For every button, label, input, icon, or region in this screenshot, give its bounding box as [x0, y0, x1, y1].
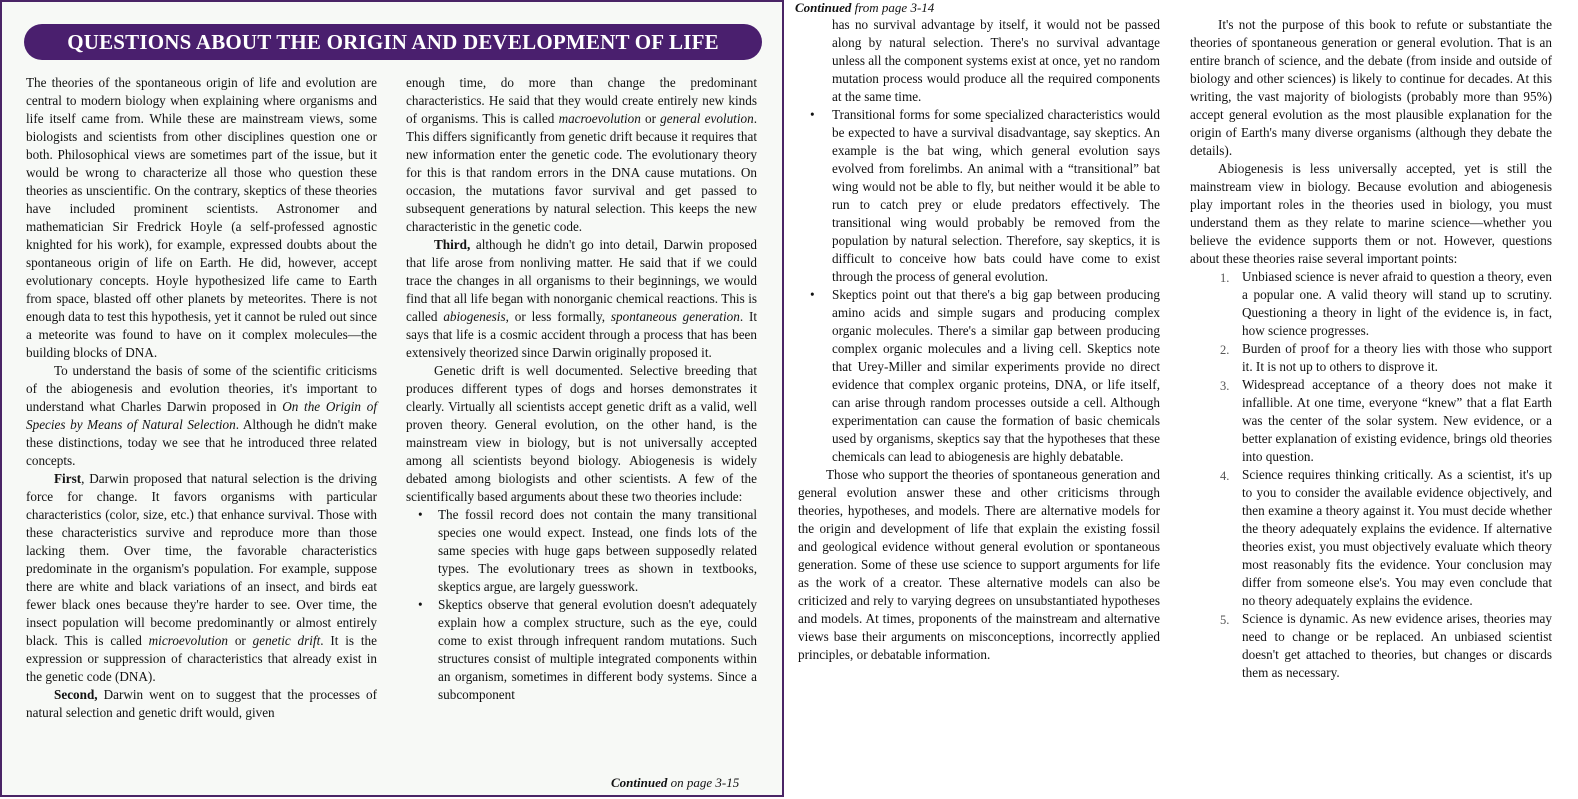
list-item: 5. Science is dynamic. As new evidence arises, theories may need to change or be replaced. An unbiased scientist doesn't get attached to theories, but changes or discards them as necessary. — [1220, 611, 1552, 680]
list-item: 2. Burden of proof for a theory lies with those who support it. It is not up to others to disprove it. — [1220, 341, 1552, 374]
section-title-banner — [24, 24, 762, 60]
right-column-2 — [1190, 16, 1552, 682]
list-item: • Skeptics observe that general evolution doesn't adequately explain how a complex structure, such as the eye, could come to exist through infrequent random mutations. Such structures consist of multiple integrated components within an organism, sometimes in different body systems. Since a subcomponent — [406, 596, 757, 704]
left-column-2 — [406, 74, 757, 704]
continued-on-note: Continued on page 3-15 — [611, 775, 740, 790]
bullet-list — [406, 506, 757, 704]
section-title: QUESTIONS ABOUT THE ORIGIN AND DEVELOPMENT OF LIFE — [67, 29, 719, 54]
paragraph: First, Darwin proposed that natural selection is the driving force for change. It favors organisms with particular characteristics (color, size, etc.) that enhance survival. Those with these characteristics survive and reproduce more than those lacking them. Over time, the favorable characteristics predominate in the organism's population. For example, suppose there are white and black variations of an insect, and birds eat fewer black ones because they're harder to see. Over time, the insect population will become predominantly or almost entirely black. This is called microevolution or genetic drift. It is the expression or suppression of characteristics that already exist in the genetic code (DNA). — [26, 471, 377, 684]
paragraph: The theories of the spontaneous origin of life and evolution are central to modern biology when explaining where organisms and life itself came from. While these are mainstream views, some biologists and scientists from other disciplines question one or both. Philosophical views are sometimes part of the issue, but it would be wrong to characterize all those who question these theories as unscientific. On the contrary, skeptics of these theories have included prominent scientists. Astronomer and mathematician Sir Fredrick Hoyle (a self-professed agnostic knighted for his work), for example, expressed doubts about the spontaneous origin of life on Earth. He did, however, accept evolutionary concepts. Hoyle hypothesized life came to Earth from space, blasted off other planets by meteorites. There is not enough data to test this hypothesis, yet it cannot be ruled out since a meteorite was found to have on it complex molecules—the building blocks of DNA. — [26, 75, 377, 360]
right-column-1 — [798, 16, 1160, 664]
paragraph: Abiogenesis is less universally accepted, yet is still the mainstream view in biology. Because evolution and abiogenesis play important roles in the theories used in biology, you must understand them as they relate to marine science—whether you believe the evidence supports them or not. However, questions about these theories raise several important points: — [1190, 161, 1552, 266]
paragraph: enough time, do more than change the predominant characteristics. He said that they would create entirely new kinds of organisms. This is called macroevolution or general evolution. This differs significantly from genetic drift because it requires that new information enter the genetic code. The evolutionary theory for this is that random errors in the DNA cause mutations. On occasion, the mutations favor survival and get passed to subsequent generations by natural selection. This keeps the new characteristic in the genetic code. — [406, 75, 757, 234]
paragraph: Second, Darwin went on to suggest that the processes of natural selection and genetic drift would, given — [26, 687, 377, 720]
left-page — [0, 0, 784, 797]
numbered-list — [1190, 268, 1552, 682]
right-page — [786, 0, 1578, 799]
list-item: • Skeptics point out that there's a big gap between producing amino acids and simple sugars and producing complex organic molecules. There's a similar gap between producing complex organic molecules and a living cell. Skeptics note that Urey-Miller and similar experiments provide no direct evidence that complex organic proteins, DNA, or life itself, can arise through random processes outside a cell. Although experimentation can cause the formation of basic chemicals used by organisms, skeptics say that the hypotheses that these chemicals can lead to abiogenesis are highly debatable. — [798, 286, 1160, 466]
paragraph: Genetic drift is well documented. Selective breeding that produces different types of dogs and horses demonstrates it clearly. Virtually all scientists accept genetic drift as a valid, well proven theory. General evolution, on the other hand, is the mainstream view in biology, but is not universally accepted among all scientists beyond biology. Abiogenesis is widely debated among biologists and other scientists. A few of the scientifically based arguments about these two theories include: — [406, 363, 757, 504]
left-column-1 — [26, 74, 377, 722]
list-item: 3. Widespread acceptance of a theory does not make it infallible. At one time, everyone “knew” that a flat Earth was the center of the solar system. New evidence, or a better explanation of existing evidence, brings old theories into question. — [1220, 377, 1552, 464]
paragraph: Those who support the theories of spontaneous generation and general evolution answer these and other criticisms through theories, hypotheses, and models. There are alternative models for the origin and development of life that explain the existing fossil and geological evidence without general evolution or spontaneous generation. Some of these use science to support arguments for life as the work of a creator. These alternative models can also be criticized and rely to varying degrees on unsubstantiated hypotheses and models. At times, proponents of the mainstream and alternative views base their arguments on misconceptions, incorrectly applied principles, or debatable information. — [798, 467, 1160, 662]
list-item: • The fossil record does not contain the many transitional species one would expect. Instead, one finds lots of the same species with huge gaps between supposedly related types. The evolutionary trees as shown in textbooks, skeptics argue, are largely guesswork. — [406, 506, 757, 596]
paragraph: Third, although he didn't go into detail, Darwin proposed that life arose from nonliving matter. He said that if we could trace the changes in all organisms to their beginnings, we would find that all life began with nonorganic chemical reactions. This is called abiogenesis, or less formally, spontaneous generation. It says that life is a cosmic accident through a process that has been extensively theorized since Darwin originally proposed it. — [406, 237, 758, 360]
continued-from-note: Continued from page 3-14 — [795, 0, 935, 15]
list-item: 1. Unbiased science is never afraid to question a theory, even a popular one. A valid theory will stand up to scrutiny. Questioning a theory in light of the evidence is, in fact, how science progresses. — [1220, 269, 1552, 338]
list-item: 4. Science requires thinking critically. As a scientist, it's up to you to consider the available evidence objectively, and then examine a theory against it. You must decide whether the theory adequately explains the evidence. If alternative theories exist, you must objectively evaluate which theory most reasonably fits the evidence. Your conclusion may differ from someone else's. You may even conclude that no theory adequately explains the evidence. — [1220, 467, 1552, 608]
list-item: • Transitional forms for some specialized characteristics would be expected to have a survival disadvantage, say skeptics. An example is the bat wing, which general evolution says evolved from forelimbs. An animal with a “transitional” bat wing would not be able to fly, but neither would it be able to run to catch prey or elude predators effectively. The transitional wing would probably be removed from the population by natural selection. Therefore, say skeptics, it is difficult to conceive how bats could have come to exist through the process of general evolution. — [798, 106, 1160, 286]
paragraph: has no survival advantage by itself, it would not be passed along by natural selection. There's no survival advantage unless all the component systems exist at once, yet no random mutation process would produce all the required components at the same time. — [832, 17, 1160, 104]
bullet-list — [798, 106, 1160, 466]
paragraph: To understand the basis of some of the scientific criticisms of the abiogenesis and evolution theories, it's important to understand what Charles Darwin proposed in On the Origin of Species by Means of Natural Selection. Although he didn't make these distinctions, today we see that he introduced three related concepts. — [26, 363, 377, 468]
paragraph: It's not the purpose of this book to refute or substantiate the theories of spontaneous generation or general evolution. That is an entire branch of science, and the debate (from inside and outside of biology and other sciences) is likely to continue for decades. At this writing, the vast majority of biologists (probably more than 95%) accept general evolution as the most plausible explanation for the origin of Earth's many diverse organisms (although they debate the details). — [1190, 17, 1552, 158]
